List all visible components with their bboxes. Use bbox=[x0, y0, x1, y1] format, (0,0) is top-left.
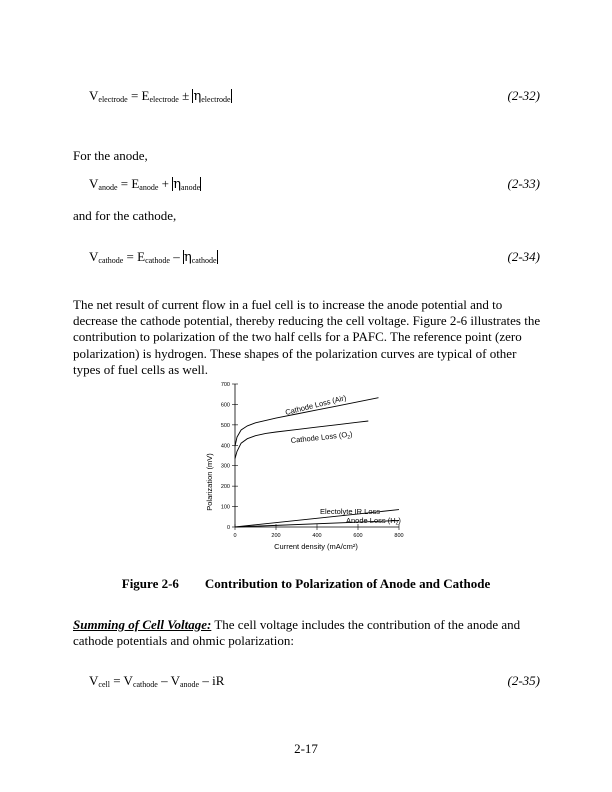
equation-number: (2-34) bbox=[507, 249, 540, 264]
label-anode: Anode Loss $(H_2)$ bbox=[346, 516, 401, 527]
text-line: and for the cathode, bbox=[73, 208, 177, 223]
x-tick-label: 200 bbox=[271, 533, 281, 539]
y-tick-label: 400 bbox=[220, 443, 230, 450]
equation-2-35: $V_{cell} = V_{cathode} - V_{anode}$ – iR bbox=[89, 673, 225, 689]
figure-caption: Figure 2-6 Contribution to Polarization of Anode and Cathode bbox=[121, 576, 491, 591]
equation-number: (2-32) bbox=[507, 88, 540, 103]
y-tick-label: 0 bbox=[226, 525, 230, 531]
y-tick-label: 100 bbox=[220, 504, 230, 511]
x-tick-label: 600 bbox=[353, 533, 363, 539]
x-tick-label: 0 bbox=[233, 533, 237, 539]
equation-2-33: $V_{anode} = E_{anode} + \eta_{anode}$ bbox=[89, 176, 201, 192]
text-line: For the anode, bbox=[73, 148, 148, 163]
x-tick-label: 400 bbox=[312, 533, 322, 539]
y-tick-label: 500 bbox=[220, 422, 230, 429]
x-tick-label: 800 bbox=[394, 533, 404, 539]
page-number: 2-17 bbox=[294, 741, 318, 756]
equation-number: (2-33) bbox=[507, 176, 540, 191]
equation-2-34: $V_{cathode} = E_{cathode} - \eta_{cathode}$ bbox=[89, 249, 217, 265]
label-ir-loss: Electolyte IR Loss bbox=[320, 507, 381, 516]
polarization-chart bbox=[190, 372, 430, 562]
y-tick-label: 700 bbox=[220, 382, 230, 388]
y-tick-label: 300 bbox=[220, 463, 230, 470]
equation-2-32: $V_{electrode} = E_{electrode} \pm \eta_{electrode}$ bbox=[89, 88, 231, 104]
body-paragraph: The net result of current flow in a fuel cell is to increase the anode potential and to decrease the cathode potential, thereby reducing the cell voltage. Figure 2-6 illustrates the contribution to polarization of the two half cells for a PAFC. The reference point (zero polarization) is hydrogen. These shapes of the polarization curves are typical of other types of fuel cells as well. bbox=[73, 297, 541, 377]
y-axis-label: Polarization (mV) bbox=[205, 453, 214, 511]
summing-paragraph: Summing of Cell Voltage: The cell voltage includes the contribution of the anode and cathode potentials and ohmic polarization: bbox=[73, 617, 521, 649]
x-axis-label: Current density (mA/cm²) bbox=[274, 542, 358, 551]
label-cathode-air: Cathode Loss (Air) bbox=[284, 393, 348, 417]
label-cathode-o2: Cathode Loss $(O_2)$ bbox=[290, 429, 353, 445]
y-tick-label: 600 bbox=[220, 402, 230, 409]
equation-number: (2-35) bbox=[507, 673, 540, 688]
summing-heading: Summing of Cell Voltage: bbox=[73, 617, 212, 632]
y-tick-label: 200 bbox=[220, 484, 230, 491]
